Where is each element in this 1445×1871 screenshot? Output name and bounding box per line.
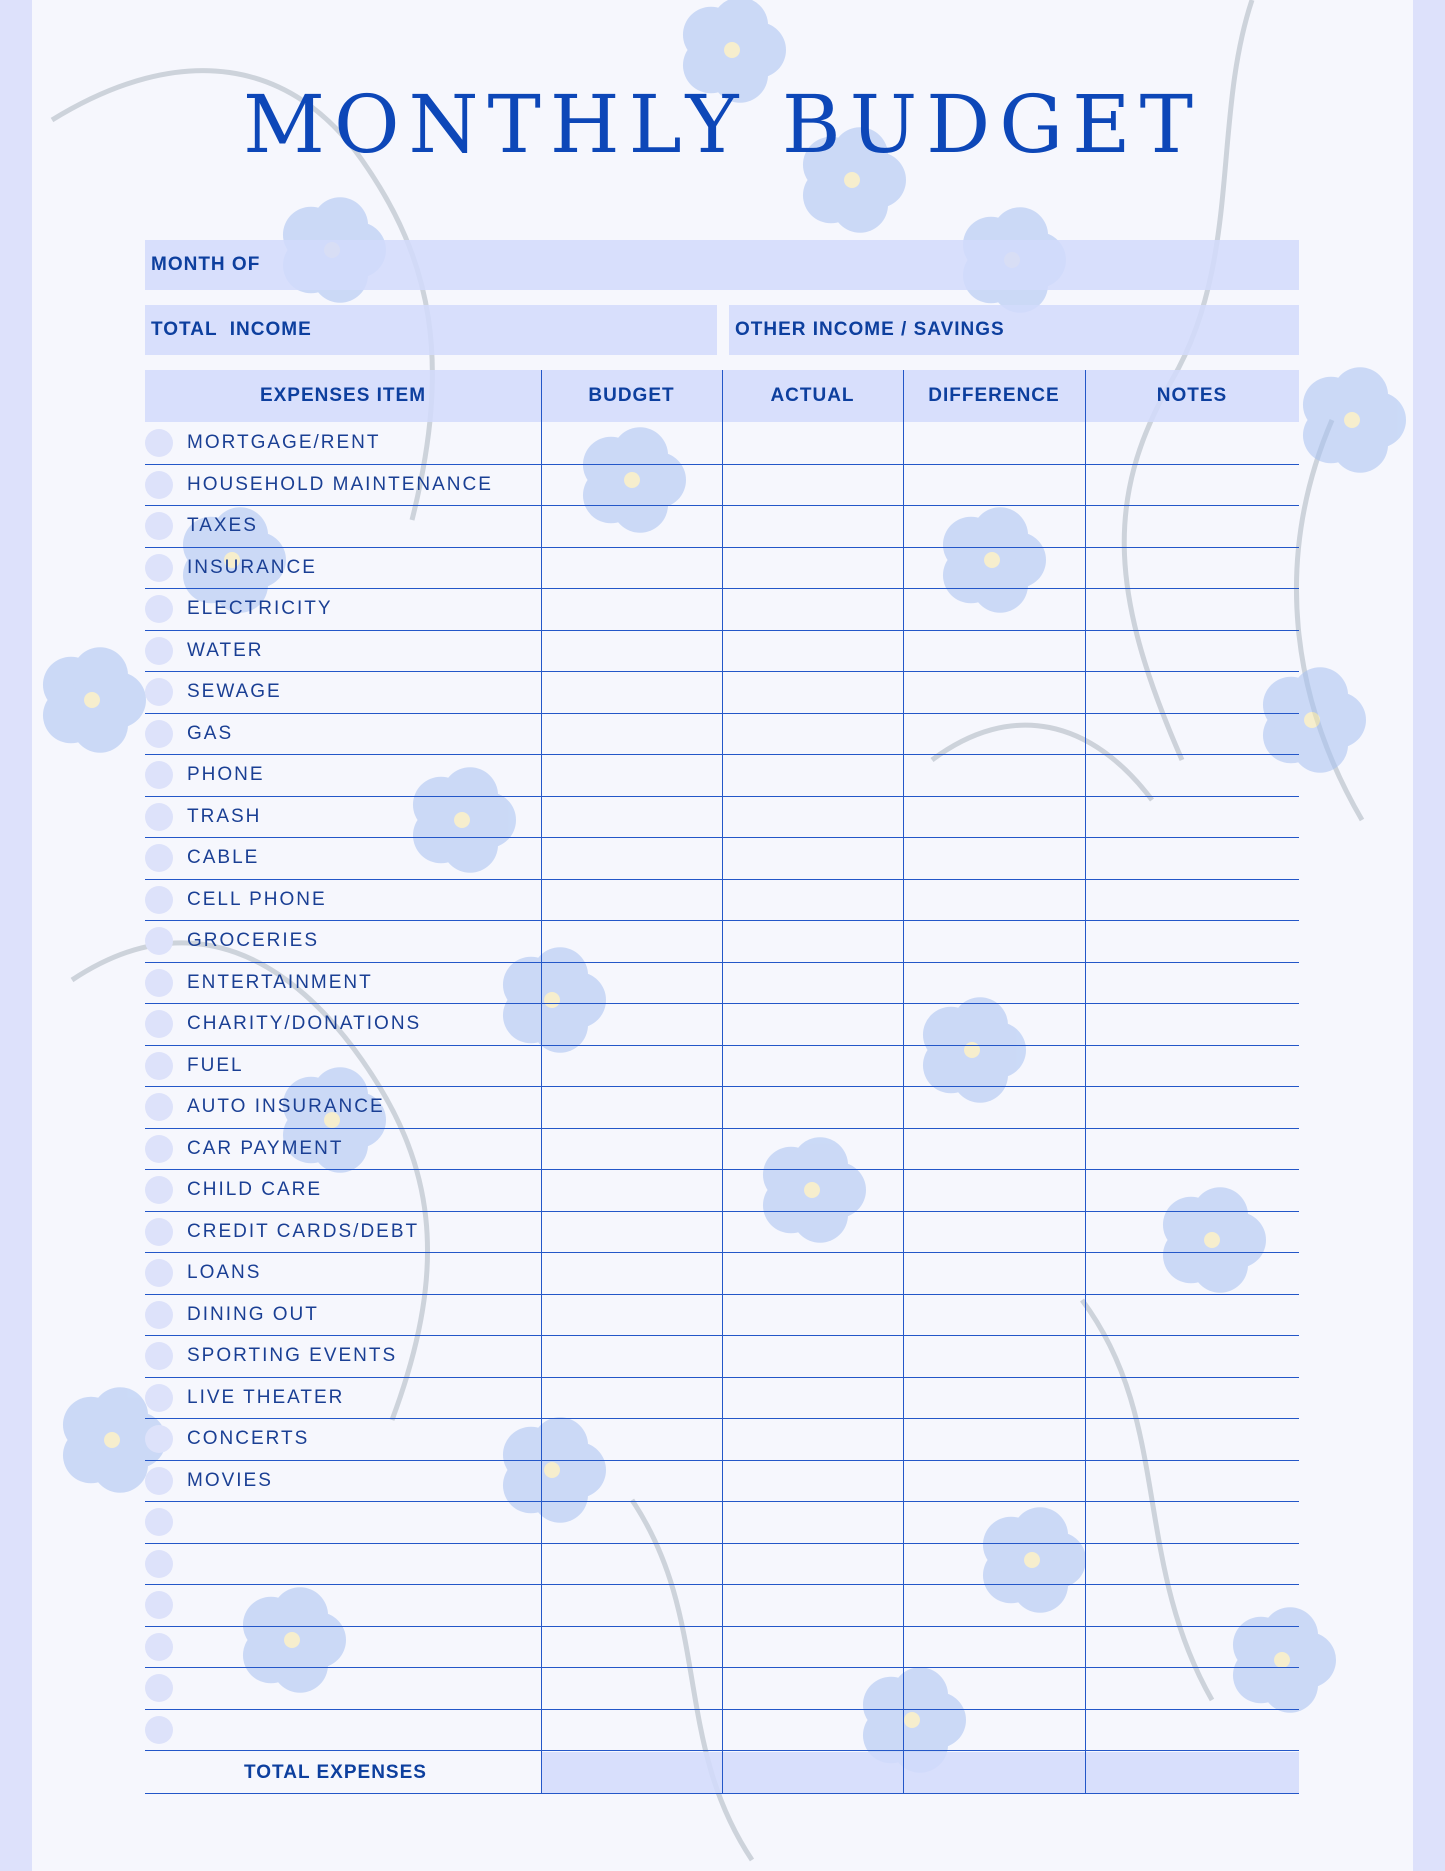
expense-item-label: INSURANCE: [187, 556, 317, 578]
table-column-divider: [541, 370, 542, 1793]
total-expenses-cells[interactable]: [541, 1752, 1299, 1793]
row-bullet: [145, 1259, 173, 1287]
row-bullet: [145, 1508, 173, 1536]
total-expenses-label: TOTAL EXPENSES: [244, 1762, 427, 1783]
row-bullet: [145, 803, 173, 831]
expense-item-label: SEWAGE: [187, 681, 282, 702]
expense-item-label: DINING OUT: [187, 1303, 319, 1325]
table-column-divider: [1085, 370, 1086, 1793]
table-column-divider: [722, 370, 723, 1793]
row-bullet: [145, 1384, 173, 1412]
page-title: MONTHLY BUDGET: [243, 78, 1202, 171]
expense-item-label: CREDIT CARDS/DEBT: [187, 1220, 420, 1242]
expense-item-label: WATER: [187, 639, 264, 661]
expense-item-label: CELL PHONE: [187, 888, 327, 910]
row-bullet: [145, 637, 173, 665]
row-bullet: [145, 1010, 173, 1038]
expense-item-label: HOUSEHOLD MAINTENANCE: [187, 473, 493, 495]
row-bullet: [145, 844, 173, 872]
row-bullet: [145, 927, 173, 955]
table-column-divider: [903, 370, 904, 1793]
expense-item-label: CABLE: [187, 847, 260, 868]
expense-item-label: PHONE: [187, 764, 265, 785]
expense-item-label: MOVIES: [187, 1469, 273, 1491]
other-income-field[interactable]: [729, 305, 1299, 355]
total-income-label: TOTAL INCOME: [151, 319, 312, 340]
row-bullet: [145, 1633, 173, 1661]
month-of-field[interactable]: [145, 240, 1299, 290]
expense-item-label: AUTO INSURANCE: [187, 1096, 385, 1117]
row-bullet: [145, 1052, 173, 1080]
expense-item-label: TAXES: [187, 515, 258, 536]
row-bullet: [145, 1550, 173, 1578]
header-expenses-item: EXPENSES ITEM: [259, 385, 427, 406]
header-actual: ACTUAL: [770, 385, 855, 406]
expense-item-label: LIVE THEATER: [187, 1386, 345, 1408]
row-bullet: [145, 761, 173, 789]
row-bullet: [145, 1135, 173, 1163]
total-income-field[interactable]: [145, 305, 717, 355]
row-bullet: [145, 1093, 173, 1121]
expense-item-label: CONCERTS: [187, 1428, 310, 1449]
row-bullet: [145, 429, 173, 457]
expense-item-label: CAR PAYMENT: [187, 1137, 344, 1159]
other-income-label: OTHER INCOME / SAVINGS: [735, 319, 1005, 340]
header-budget: BUDGET: [588, 385, 675, 406]
row-bullet: [145, 969, 173, 997]
row-bullet: [145, 512, 173, 540]
header-notes: NOTES: [1156, 385, 1228, 406]
row-bullet: [145, 678, 173, 706]
row-bullet: [145, 1218, 173, 1246]
expense-item-label: ENTERTAINMENT: [187, 971, 373, 993]
month-of-label: MONTH OF: [151, 254, 261, 275]
expense-item-label: FUEL: [187, 1054, 244, 1076]
expense-item-label: LOANS: [187, 1262, 262, 1283]
row-bullet: [145, 1674, 173, 1702]
row-bullet: [145, 595, 173, 623]
row-bullet: [145, 1342, 173, 1370]
row-bullet: [145, 1301, 173, 1329]
row-bullet: [145, 1425, 173, 1453]
row-bullet: [145, 1467, 173, 1495]
row-bullet: [145, 1176, 173, 1204]
expense-item-label: CHARITY/DONATIONS: [187, 1013, 422, 1034]
row-bullet: [145, 886, 173, 914]
row-bullet: [145, 471, 173, 499]
expense-item-label: SPORTING EVENTS: [187, 1345, 398, 1366]
header-difference: DIFFERENCE: [928, 385, 1060, 406]
expense-item-label: MORTGAGE/RENT: [187, 432, 381, 453]
expense-item-label: TRASH: [187, 805, 262, 827]
table-bottom-border: [145, 1793, 1299, 1794]
expense-item-label: CHILD CARE: [187, 1179, 323, 1200]
expense-item-label: GROCERIES: [187, 930, 320, 951]
expense-item-label: ELECTRICITY: [187, 598, 333, 619]
row-bullet: [145, 720, 173, 748]
expense-item-label: GAS: [187, 722, 234, 744]
row-bullet: [145, 1591, 173, 1619]
row-bullet: [145, 1716, 173, 1744]
row-bullet: [145, 554, 173, 582]
